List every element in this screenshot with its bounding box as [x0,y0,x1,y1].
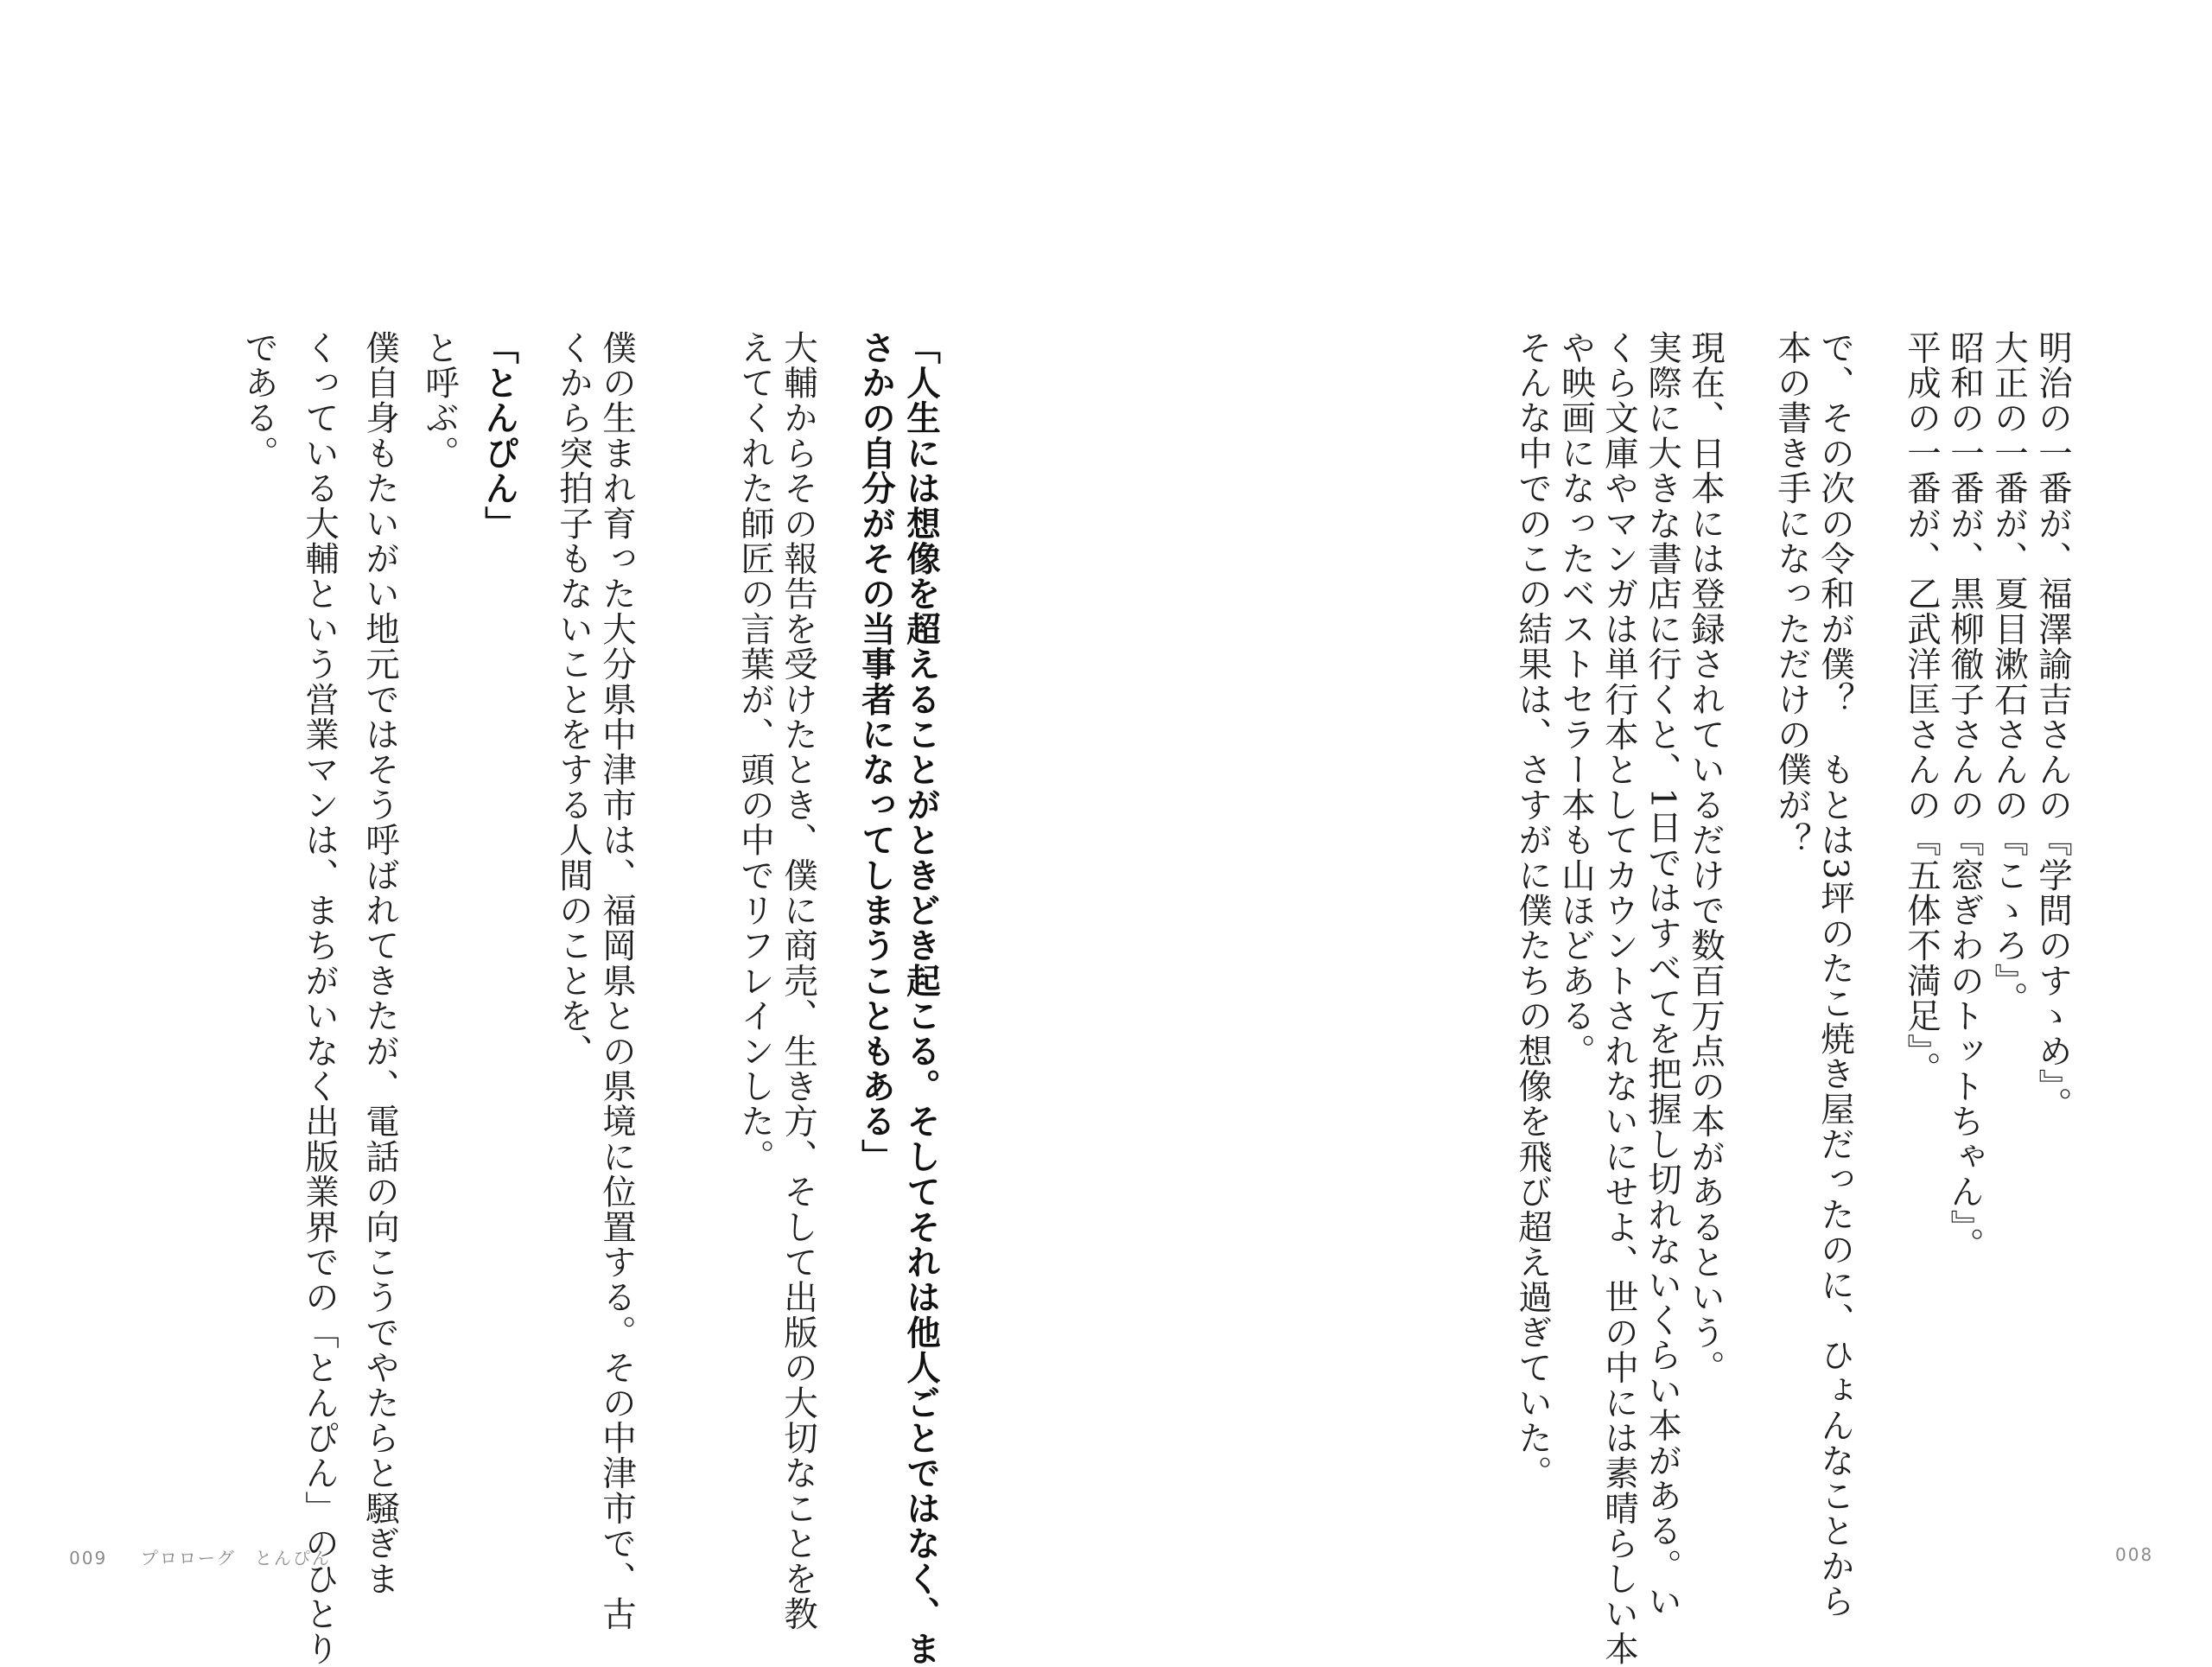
text-line: 僕自身もたいがい地元ではそう呼ばれてきたが、電話の向こうでやたらと騒ぎま [360,330,400,1597]
text-line: 明治の一番が、福澤諭吉さんの『学問のすゝめ』。 [2033,330,2073,1123]
blank-line [1856,330,1901,1575]
text-line: えてくれた師匠の言葉が、頭の中でリフレインした。 [735,330,775,1174]
text-line: くら文庫やマンガは単行本としてカウントされないにせよ、世の中には素晴らしい本 [1599,330,1639,1667]
blank-line [690,330,734,1575]
text-line: と呼ぶ。 [420,330,460,471]
tonpin-line: 「とんぴん」 [480,330,519,542]
text-line: 現在、日本には登録されているだけで数百万点の本があるという。 [1686,330,1726,1385]
page-footer [69,1544,331,1569]
blank-line [1726,330,1771,1575]
text-line: そんな中でのこの結果は、さすがに僕たちの想像を飛び超え過ぎていた。 [1513,330,1553,1492]
text-line: くから突拍子もないことをする人間のことを、 [554,330,594,1069]
text-line: 実際に大きな書店に行くと、1日ではすべてを把握し切れないくらい本がある。い [1643,330,1682,1619]
text-line: 大輔からその報告を受けたとき、僕に商売、生き方、そして出版の大切なことを教 [779,330,818,1632]
right-page [1106,0,2212,1667]
text-line: 平成の一番が、乙武洋匡さんの『五体不満足』。 [1902,330,1942,1087]
text-line: 僕の生まれ育った大分県中津市は、福岡県との県境に位置する。その中津市で、古 [597,330,637,1632]
text-line: 昭和の一番が、黒柳徹子さんの『窓ぎわのトットちゃん』。 [1945,330,1985,1263]
running-head: プロローグ とんぴん [140,1548,331,1568]
text-line: で、その次の令和が僕？ もとは3坪のたこ焼き屋だったのに、ひょんなことから [1815,330,1855,1619]
page-number: 009 [69,1548,108,1568]
page-number: 008 [2115,1544,2154,1565]
text-line: 本の書き手になっただけの僕が？ [1772,330,1812,858]
text-line: や映画になったベストセラー本も山ほどある。 [1556,330,1596,1069]
text-line: である。 [239,330,279,471]
text-line: 大正の一番が、夏目漱石さんの『こゝろ』。 [1989,330,2029,1017]
text-line: くっている大輔という営業マンは、まちがいなく出版業界での「とんぴん」のひとり [300,330,340,1667]
quote-line: 「人生には想像を超えることがときどき起こる。そしてそれは他人ごとではなく、ま [901,330,941,1667]
quote-line: さかの自分がその当事者になってしまうこともある」 [856,330,896,1174]
